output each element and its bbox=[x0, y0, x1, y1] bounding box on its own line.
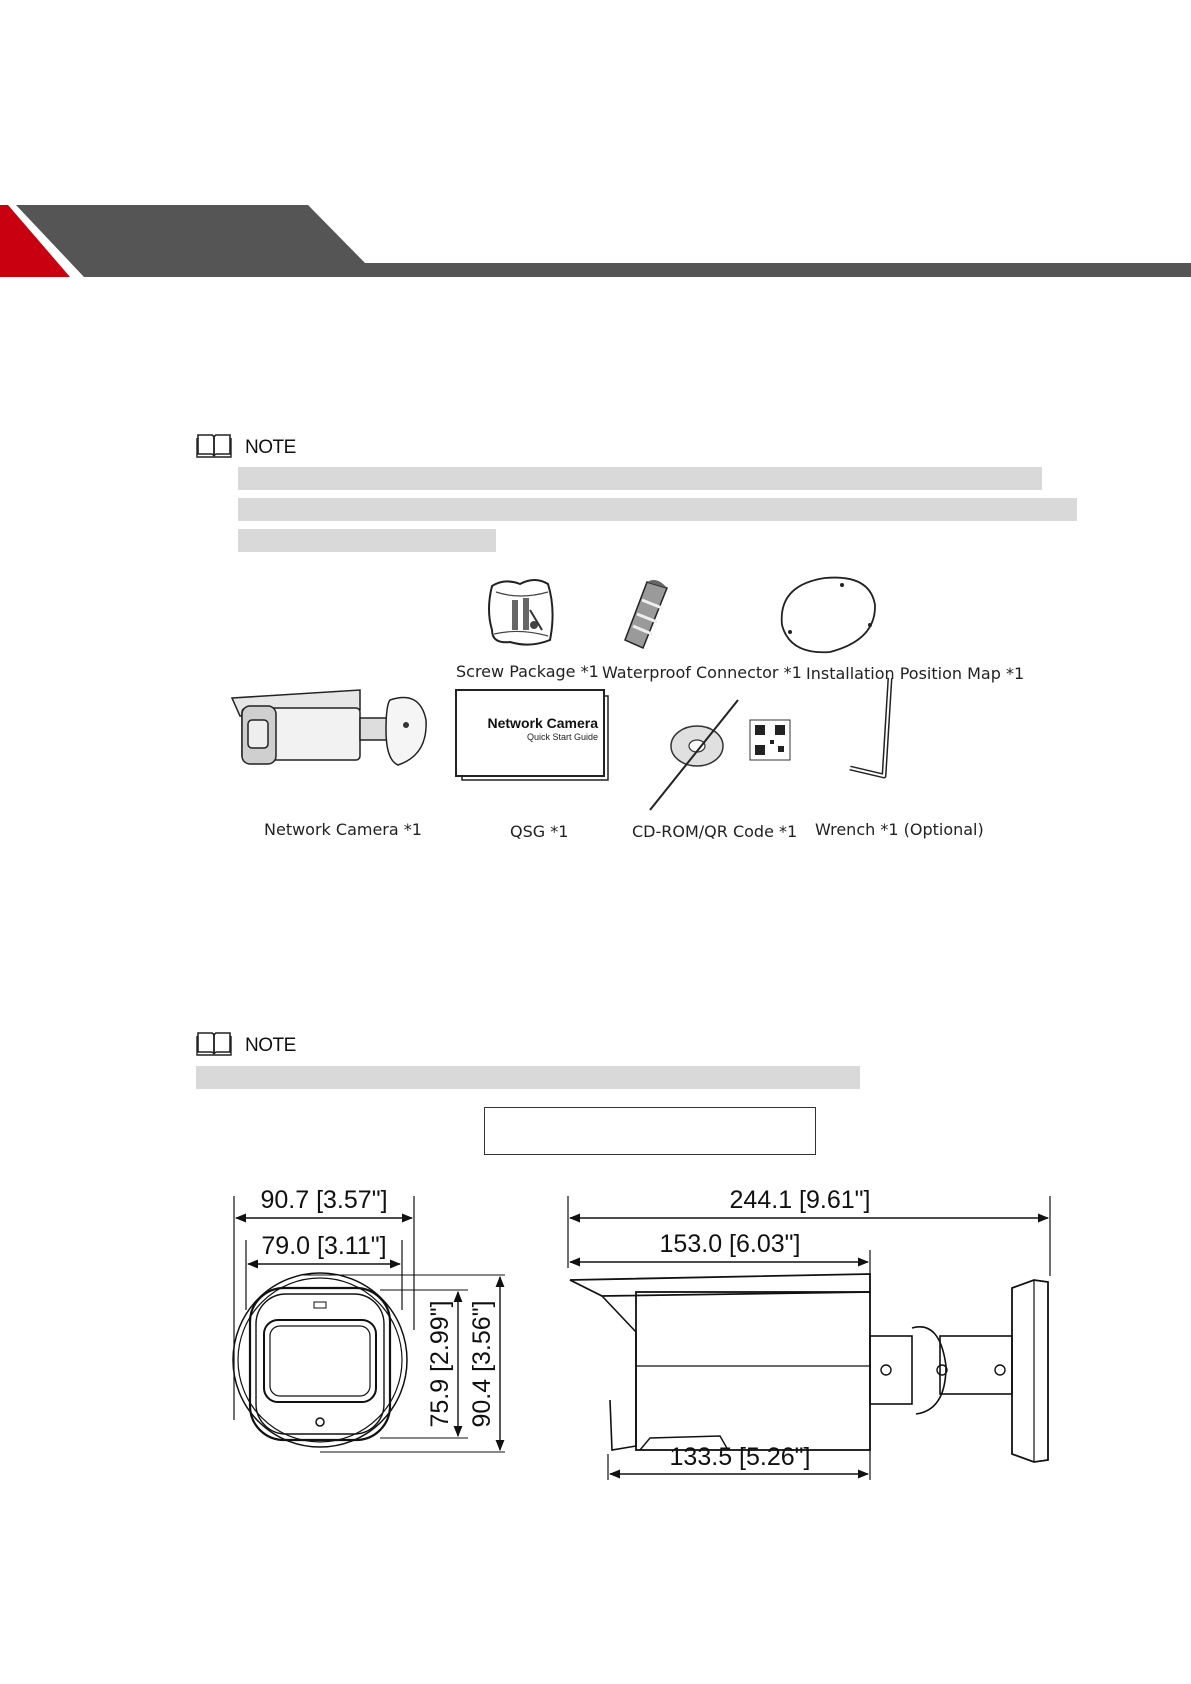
qsg-booklet-subtitle: Quick Start Guide bbox=[526, 732, 598, 742]
note-1-highlight-line-1 bbox=[238, 467, 1042, 490]
caption-cd-rom-qr-code: CD-ROM/QR Code *1 bbox=[632, 822, 798, 841]
wrench-icon bbox=[850, 678, 890, 776]
dim-front-width-inner: 79.0 [3.11"] bbox=[261, 1232, 387, 1260]
network-camera-icon bbox=[232, 690, 426, 765]
note-2-highlight-line bbox=[196, 1066, 860, 1089]
dim-side-total-length: 244.1 [9.61"] bbox=[729, 1186, 871, 1214]
dimension-drawing bbox=[0, 1160, 1191, 1490]
caption-installation-position-map: Installation Position Map *1 bbox=[806, 664, 1025, 683]
installation-position-map-icon bbox=[782, 578, 875, 653]
front-view bbox=[233, 1186, 505, 1452]
book-icon bbox=[196, 432, 232, 458]
note-1-highlight-line-3 bbox=[238, 529, 496, 552]
unit-caption-box bbox=[484, 1107, 816, 1155]
header-gray-tab bbox=[16, 205, 365, 277]
caption-screw-package: Screw Package *1 bbox=[456, 662, 599, 681]
dim-front-width-outer: 90.7 [3.57"] bbox=[260, 1186, 388, 1214]
header-rule bbox=[365, 263, 1191, 277]
caption-waterproof-connector: Waterproof Connector *1 bbox=[602, 663, 802, 682]
dim-front-height-inner: 75.9 [2.99"] bbox=[426, 1300, 454, 1428]
note-block-2 bbox=[196, 1030, 232, 1061]
waterproof-connector-icon bbox=[625, 580, 667, 648]
caption-network-camera: Network Camera *1 bbox=[264, 820, 422, 839]
screw-package-icon bbox=[489, 580, 553, 645]
dim-side-lower-length: 133.5 [5.26"] bbox=[669, 1443, 811, 1471]
note-label: NOTE bbox=[245, 1035, 296, 1056]
book-icon bbox=[196, 1030, 232, 1056]
note-block-1 bbox=[196, 432, 232, 463]
side-view bbox=[568, 1186, 1050, 1480]
qsg-booklet-title: Network Camera bbox=[487, 715, 598, 731]
cd-rom-qr-icon bbox=[650, 700, 790, 810]
caption-qsg: QSG *1 bbox=[510, 822, 569, 841]
note-1-highlight-line-2 bbox=[238, 498, 1077, 521]
caption-wrench: Wrench *1 (Optional) bbox=[815, 820, 984, 839]
dim-front-height-outer: 90.4 [3.56"] bbox=[468, 1300, 496, 1428]
dim-side-upper-length: 153.0 [6.03"] bbox=[659, 1230, 801, 1258]
note-label: NOTE bbox=[245, 437, 296, 458]
chapter-header-band bbox=[0, 205, 1191, 277]
accessories-figure bbox=[230, 570, 1050, 845]
qsg-booklet-icon bbox=[456, 690, 608, 780]
